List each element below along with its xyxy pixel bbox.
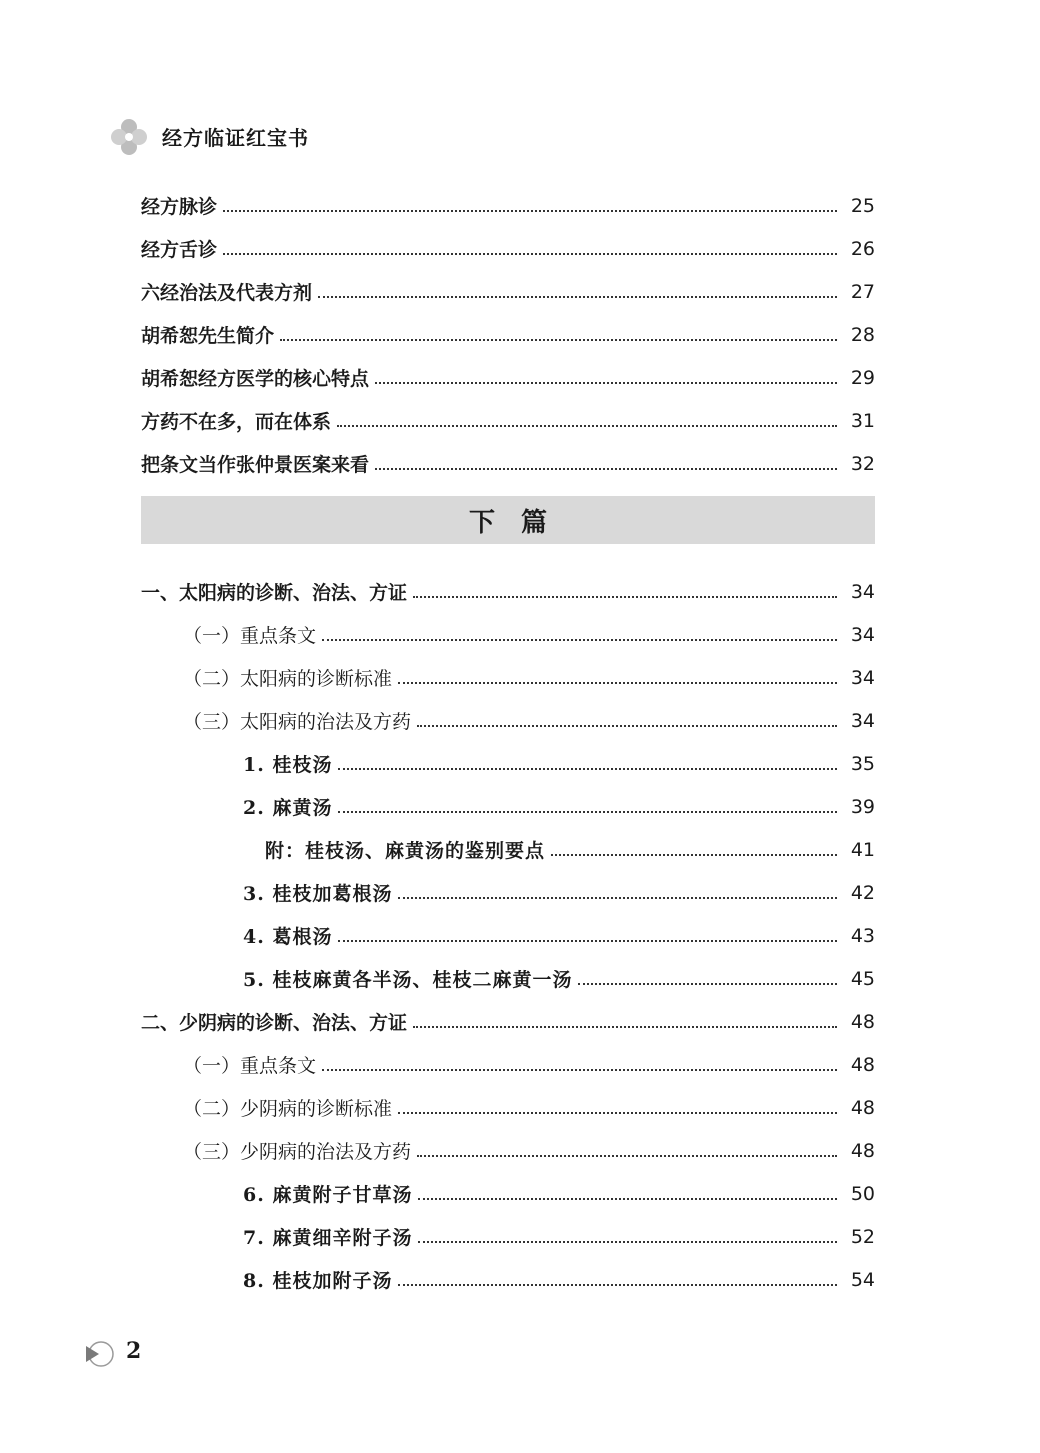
toc-formula-entry[interactable]	[141, 871, 875, 914]
toc-appendix-entry[interactable]	[141, 828, 875, 871]
toc-top-section	[141, 184, 875, 485]
toc-section-entry[interactable]	[141, 613, 875, 656]
dot-leader	[418, 1241, 837, 1243]
toc-entry-page: 52	[850, 1225, 875, 1248]
toc-entry[interactable]	[141, 399, 875, 442]
toc-entry-page: 27	[850, 280, 875, 303]
toc-entry-page: 34	[850, 666, 875, 689]
toc-entry-label: 8. 桂枝加附子汤	[243, 1270, 393, 1292]
dot-leader	[223, 210, 837, 212]
toc-entry-page: 29	[850, 366, 875, 389]
toc-entry-page: 35	[850, 752, 875, 775]
toc-entry-label: 2. 麻黄汤	[243, 797, 333, 819]
toc-entry-page: 48	[850, 1010, 875, 1033]
running-header-title: 经方临证红宝书	[162, 126, 309, 150]
toc-entry-label: 经方脉诊	[141, 196, 218, 218]
toc-entry[interactable]	[141, 356, 875, 399]
toc-entry-label: 方药不在多，而在体系	[141, 411, 332, 433]
toc-entry-page: 25	[850, 194, 875, 217]
toc-entry-page: 42	[850, 881, 875, 904]
part-heading-banner	[141, 496, 875, 544]
toc-entry-label: 经方舌诊	[141, 239, 218, 261]
toc-entry-label: （三）少阴病的治法及方药	[183, 1141, 412, 1163]
dot-leader	[322, 639, 837, 641]
toc-entry-label: （一）重点条文	[183, 1055, 317, 1077]
toc-entry-page: 48	[850, 1053, 875, 1076]
toc-section-entry[interactable]	[141, 1086, 875, 1129]
toc-formula-entry[interactable]	[141, 1172, 875, 1215]
toc-entry[interactable]	[141, 184, 875, 227]
toc-entry-page: 41	[850, 838, 875, 861]
toc-entry-label: （三）太阳病的治法及方药	[183, 711, 412, 733]
dot-leader	[398, 897, 837, 899]
page-header	[110, 116, 710, 156]
dot-leader	[398, 682, 837, 684]
dot-leader	[338, 940, 837, 942]
toc-entry[interactable]	[141, 313, 875, 356]
toc-formula-entry[interactable]	[141, 742, 875, 785]
page-footer	[84, 1336, 284, 1370]
dot-leader	[413, 1026, 837, 1028]
toc-entry-page: 48	[850, 1096, 875, 1119]
toc-entry-label: 一、太阳病的诊断、治法、方证	[141, 582, 408, 604]
dot-leader	[375, 382, 837, 384]
dot-leader	[551, 854, 837, 856]
toc-formula-entry[interactable]	[141, 957, 875, 1000]
toc-entry-label: 二、少阴病的诊断、治法、方证	[141, 1012, 408, 1034]
toc-entry-page: 54	[850, 1268, 875, 1291]
toc-entry-page: 50	[850, 1182, 875, 1205]
toc-entry-page: 43	[850, 924, 875, 947]
toc-entry-label: 把条文当作张仲景医案来看	[141, 454, 370, 476]
toc-entry-label: 六经治法及代表方剂	[141, 282, 313, 304]
toc-entry-label: 附：桂枝汤、麻黄汤的鉴别要点	[265, 840, 546, 862]
toc-formula-entry[interactable]	[141, 1215, 875, 1258]
toc-entry-page: 31	[850, 409, 875, 432]
flower-logo-icon	[110, 118, 148, 156]
dot-leader	[337, 425, 837, 427]
toc-entry-label: （二）太阳病的诊断标准	[183, 668, 393, 690]
dot-leader	[338, 811, 837, 813]
toc-chapter-entry[interactable]	[141, 570, 875, 613]
dot-leader	[322, 1069, 837, 1071]
dot-leader	[413, 596, 837, 598]
toc-entry-label: 4. 葛根汤	[243, 926, 333, 948]
toc-entry-label: 3. 桂枝加葛根汤	[243, 883, 393, 905]
dot-leader	[578, 983, 837, 985]
toc-formula-entry[interactable]	[141, 1258, 875, 1301]
toc-entry-page: 34	[850, 580, 875, 603]
dot-leader	[417, 725, 837, 727]
dot-leader	[375, 468, 837, 470]
toc-entry-label: 胡希恕先生简介	[141, 325, 275, 347]
toc-entry-label: 7. 麻黄细辛附子汤	[243, 1227, 413, 1249]
toc-entry-page: 28	[850, 323, 875, 346]
toc-entry-page: 34	[850, 623, 875, 646]
dot-leader	[280, 339, 837, 341]
toc-entry-page: 39	[850, 795, 875, 818]
toc-entry-page: 45	[850, 967, 875, 990]
toc-entry[interactable]	[141, 227, 875, 270]
toc-entry-label: （二）少阴病的诊断标准	[183, 1098, 393, 1120]
toc-entry-label: （一）重点条文	[183, 625, 317, 647]
page-number: 2	[126, 1338, 142, 1364]
dot-leader	[338, 768, 837, 770]
page-marker-icon	[84, 1339, 114, 1369]
toc-chapter-entry[interactable]	[141, 1000, 875, 1043]
toc-entry-page: 26	[850, 237, 875, 260]
toc-entry[interactable]	[141, 442, 875, 485]
dot-leader	[417, 1155, 837, 1157]
dot-leader	[398, 1112, 837, 1114]
toc-part-section	[141, 570, 875, 1301]
dot-leader	[318, 296, 837, 298]
part-title: 下篇	[468, 507, 573, 538]
toc-formula-entry[interactable]	[141, 914, 875, 957]
toc-entry-label: 胡希恕经方医学的核心特点	[141, 368, 370, 390]
toc-section-entry[interactable]	[141, 1043, 875, 1086]
toc-entry[interactable]	[141, 270, 875, 313]
toc-section-entry[interactable]	[141, 1129, 875, 1172]
toc-entry-label: 1. 桂枝汤	[243, 754, 333, 776]
dot-leader	[418, 1198, 837, 1200]
toc-entry-page: 32	[850, 452, 875, 475]
dot-leader	[223, 253, 837, 255]
toc-section-entry[interactable]	[141, 699, 875, 742]
toc-entry-label: 5. 桂枝麻黄各半汤、桂枝二麻黄一汤	[243, 969, 573, 991]
toc-entry-page: 34	[850, 709, 875, 732]
toc-section-entry[interactable]	[141, 656, 875, 699]
toc-entry-page: 48	[850, 1139, 875, 1162]
toc-entry-label: 6. 麻黄附子甘草汤	[243, 1184, 413, 1206]
dot-leader	[398, 1284, 837, 1286]
toc-formula-entry[interactable]	[141, 785, 875, 828]
